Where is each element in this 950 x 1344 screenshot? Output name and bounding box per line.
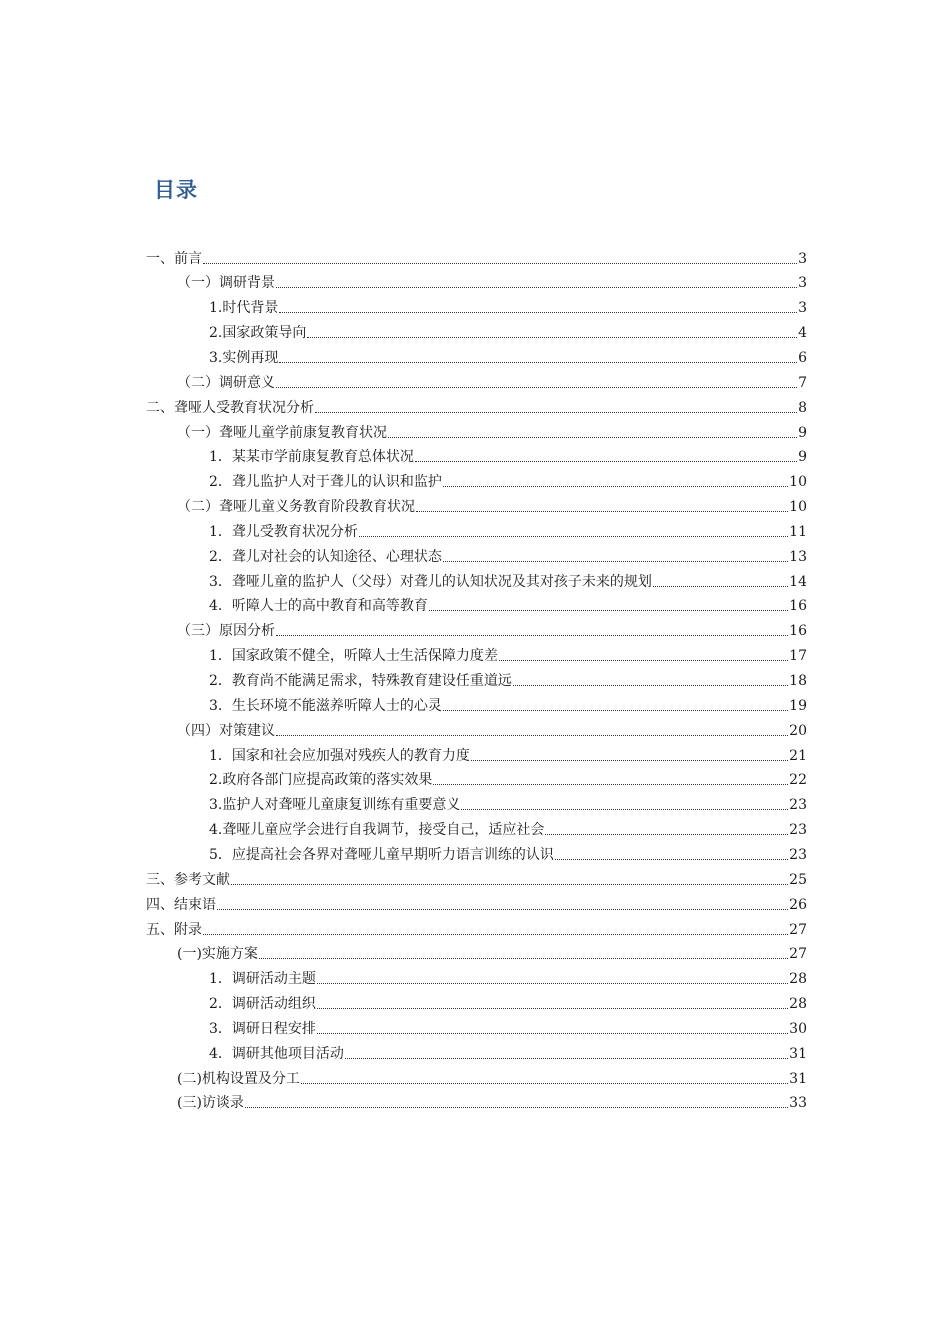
toc-entry-page-number: 3 bbox=[798, 250, 807, 267]
dot-leader bbox=[415, 461, 797, 462]
toc-entry[interactable] bbox=[209, 467, 807, 492]
toc-entry-label: （三）原因分析 bbox=[177, 623, 275, 640]
toc-entry[interactable] bbox=[209, 839, 807, 864]
dot-leader bbox=[203, 263, 797, 264]
toc-entry[interactable] bbox=[209, 342, 807, 367]
toc-entry-label: 2．聋儿对社会的认知途径、心理状态 bbox=[209, 548, 442, 565]
toc-entry-page-number: 20 bbox=[789, 722, 807, 739]
toc-entry[interactable] bbox=[209, 690, 807, 715]
toc-entry-page-number: 4 bbox=[798, 325, 807, 342]
toc-entry[interactable] bbox=[209, 591, 807, 616]
toc-entry-page-number: 7 bbox=[798, 374, 807, 391]
toc-entry-page-number: 3 bbox=[798, 275, 807, 292]
toc-entry[interactable] bbox=[209, 516, 807, 541]
dot-leader bbox=[555, 859, 788, 860]
toc-entry[interactable] bbox=[209, 541, 807, 566]
toc-entry[interactable] bbox=[209, 765, 807, 790]
toc-entry-page-number: 3 bbox=[798, 300, 807, 317]
toc-entry-label: 四、结束语 bbox=[146, 896, 216, 913]
toc-entry[interactable] bbox=[209, 815, 807, 840]
toc-entry[interactable] bbox=[209, 566, 807, 591]
dot-leader bbox=[279, 312, 797, 313]
toc-entry[interactable] bbox=[146, 864, 807, 889]
toc-entry-label: 五、附录 bbox=[146, 921, 202, 938]
dot-leader bbox=[315, 412, 797, 413]
toc-entry-page-number: 23 bbox=[789, 846, 807, 863]
toc-entry[interactable] bbox=[177, 616, 807, 641]
toc-entry[interactable] bbox=[209, 964, 807, 989]
toc-entry-label: (三)访谈录 bbox=[177, 1095, 244, 1112]
toc-entry-page-number: 13 bbox=[789, 548, 807, 565]
dot-leader bbox=[231, 884, 788, 885]
toc-entry-page-number: 33 bbox=[789, 1095, 807, 1112]
toc-entry-page-number: 11 bbox=[789, 523, 807, 540]
dot-leader bbox=[443, 561, 788, 562]
dot-leader bbox=[345, 1058, 788, 1059]
toc-entry-label: （一）调研背景 bbox=[177, 275, 275, 292]
dot-leader bbox=[203, 934, 788, 935]
dot-leader bbox=[217, 909, 788, 910]
dot-leader bbox=[388, 437, 797, 438]
dot-leader bbox=[545, 834, 788, 835]
dot-leader bbox=[317, 983, 788, 984]
toc-entry-page-number: 10 bbox=[789, 474, 807, 491]
toc-entry[interactable] bbox=[177, 417, 807, 442]
toc-entry-label: (二)机构设置及分工 bbox=[177, 1070, 300, 1087]
toc-entry-page-number: 30 bbox=[789, 1020, 807, 1037]
toc-entry[interactable] bbox=[209, 641, 807, 666]
toc-entry-label: 1．某某市学前康复教育总体状况 bbox=[209, 449, 414, 466]
toc-entry-label: 2.国家政策导向 bbox=[209, 325, 307, 342]
page-title: 目录 bbox=[154, 178, 198, 202]
toc-entry-page-number: 26 bbox=[789, 896, 807, 913]
dot-leader bbox=[443, 710, 788, 711]
toc-entry-label: 3.监护人对聋哑儿童康复训练有重要意义 bbox=[209, 797, 461, 814]
dot-leader bbox=[317, 1008, 788, 1009]
toc-entry-page-number: 28 bbox=[789, 971, 807, 988]
toc-entry-page-number: 16 bbox=[789, 623, 807, 640]
toc-entry-label: 3．调研日程安排 bbox=[209, 1020, 316, 1037]
toc-entry[interactable] bbox=[177, 367, 807, 392]
toc-entry-page-number: 28 bbox=[789, 996, 807, 1013]
dot-leader bbox=[653, 586, 788, 587]
toc-entry[interactable] bbox=[209, 442, 807, 467]
toc-entry-label: 4.聋哑儿童应学会进行自我调节，接受自己，适应社会 bbox=[209, 822, 545, 839]
toc-entry[interactable] bbox=[177, 492, 807, 517]
toc-entry-page-number: 10 bbox=[789, 499, 807, 516]
toc-entry-page-number: 19 bbox=[789, 697, 807, 714]
toc-entry-label: 1.时代背景 bbox=[209, 300, 279, 317]
dot-leader bbox=[245, 1107, 788, 1108]
toc-entry-page-number: 16 bbox=[789, 598, 807, 615]
dot-leader bbox=[499, 660, 788, 661]
dot-leader bbox=[443, 486, 788, 487]
toc-entry[interactable] bbox=[177, 939, 807, 964]
toc-entry-label: 1．聋儿受教育状况分析 bbox=[209, 523, 358, 540]
toc-entry-label: （一）聋哑儿童学前康复教育状况 bbox=[177, 424, 387, 441]
toc-entry-page-number: 27 bbox=[789, 921, 807, 938]
toc-entry-label: 1．国家和社会应加强对残疾人的教育力度 bbox=[209, 747, 470, 764]
dot-leader bbox=[276, 287, 797, 288]
toc-entry[interactable] bbox=[209, 790, 807, 815]
toc-entry[interactable] bbox=[177, 715, 807, 740]
toc-entry-page-number: 9 bbox=[798, 449, 807, 466]
dot-leader bbox=[301, 1083, 788, 1084]
toc-entry[interactable] bbox=[177, 1088, 807, 1113]
dot-leader bbox=[276, 387, 797, 388]
dot-leader bbox=[276, 735, 788, 736]
dot-leader bbox=[259, 958, 788, 959]
dot-leader bbox=[279, 362, 797, 363]
toc-entry-label: （四）对策建议 bbox=[177, 722, 275, 739]
toc-entry-page-number: 22 bbox=[789, 772, 807, 789]
toc-entry-label: 3．生长环境不能滋养听障人士的心灵 bbox=[209, 697, 442, 714]
toc-entry-page-number: 27 bbox=[789, 946, 807, 963]
toc-entry[interactable] bbox=[209, 1038, 807, 1063]
toc-entry-page-number: 23 bbox=[789, 822, 807, 839]
toc-entry-page-number: 31 bbox=[789, 1045, 807, 1062]
toc-entry-page-number: 31 bbox=[789, 1070, 807, 1087]
toc-entry[interactable] bbox=[146, 889, 807, 914]
toc-entry-label: 2.政府各部门应提高政策的落实效果 bbox=[209, 772, 433, 789]
toc-entry[interactable] bbox=[209, 293, 807, 318]
toc-entry-label: 三、参考文献 bbox=[146, 871, 230, 888]
toc-entry-page-number: 6 bbox=[798, 349, 807, 366]
dot-leader bbox=[416, 511, 788, 512]
toc-entry-label: 2．聋儿监护人对于聋儿的认识和监护 bbox=[209, 474, 442, 491]
toc-entry[interactable] bbox=[146, 243, 807, 268]
toc-entry-label: 4．调研其他项目活动 bbox=[209, 1045, 344, 1062]
toc-entry-page-number: 21 bbox=[789, 747, 807, 764]
toc-entry[interactable] bbox=[209, 989, 807, 1014]
toc-entry-label: 一、前言 bbox=[146, 250, 202, 267]
toc-entry-label: 1．调研活动主题 bbox=[209, 971, 316, 988]
dot-leader bbox=[513, 685, 788, 686]
dot-leader bbox=[276, 635, 788, 636]
toc-entry-page-number: 8 bbox=[798, 399, 807, 416]
toc-entry-label: （二）调研意义 bbox=[177, 374, 275, 391]
toc-entry-page-number: 9 bbox=[798, 424, 807, 441]
dot-leader bbox=[359, 536, 788, 537]
toc-entry-label: 3．聋哑儿童的监护人（父母）对聋儿的认知状况及其对孩子未来的规划 bbox=[209, 573, 652, 590]
toc-entry[interactable] bbox=[209, 318, 807, 343]
dot-leader bbox=[433, 784, 788, 785]
dot-leader bbox=[429, 610, 788, 611]
toc-entry[interactable] bbox=[209, 740, 807, 765]
toc-entry[interactable] bbox=[177, 268, 807, 293]
toc-entry[interactable] bbox=[177, 1063, 807, 1088]
toc-entry-label: 2．调研活动组织 bbox=[209, 996, 316, 1013]
dot-leader bbox=[317, 1033, 788, 1034]
toc-entry-label: 2．教育尚不能满足需求，特殊教育建设任重道远 bbox=[209, 673, 512, 690]
toc-entry-page-number: 18 bbox=[789, 673, 807, 690]
dot-leader bbox=[471, 760, 788, 761]
toc-entry-label: (一)实施方案 bbox=[177, 946, 258, 963]
toc-entry-page-number: 25 bbox=[789, 871, 807, 888]
toc-entry-page-number: 17 bbox=[789, 648, 807, 665]
dot-leader bbox=[307, 337, 797, 338]
toc-entry-label: 1．国家政策不健全，听障人士生活保障力度差 bbox=[209, 648, 498, 665]
toc-entry-label: 3.实例再现 bbox=[209, 349, 279, 366]
toc-entry-label: 二、聋哑人受教育状况分析 bbox=[146, 399, 314, 416]
toc-entry-label: （二）聋哑儿童义务教育阶段教育状况 bbox=[177, 499, 415, 516]
toc-entry-page-number: 23 bbox=[789, 797, 807, 814]
toc-entry[interactable] bbox=[209, 665, 807, 690]
dot-leader bbox=[461, 809, 788, 810]
toc-entry[interactable] bbox=[146, 392, 807, 417]
toc-entry[interactable] bbox=[146, 914, 807, 939]
toc-entry-label: 4．听障人士的高中教育和高等教育 bbox=[209, 598, 428, 615]
toc-entry-page-number: 14 bbox=[789, 573, 807, 590]
toc-entry-label: 5．应提高社会各界对聋哑儿童早期听力语言训练的认识 bbox=[209, 846, 554, 863]
toc-entry[interactable] bbox=[209, 1013, 807, 1038]
